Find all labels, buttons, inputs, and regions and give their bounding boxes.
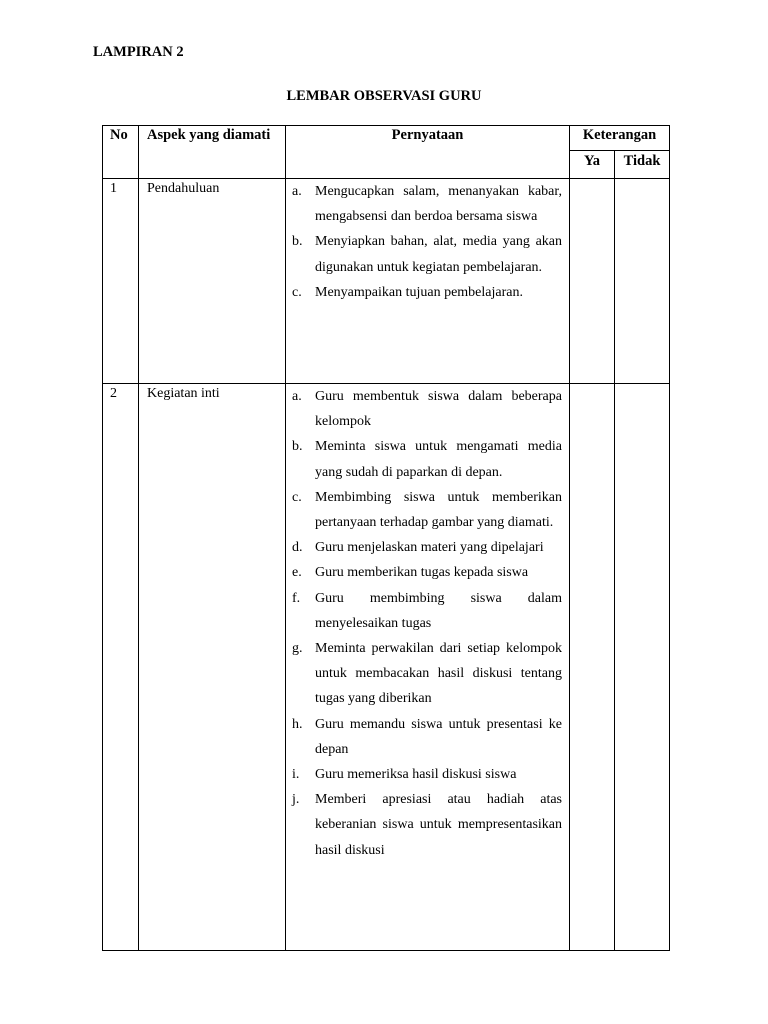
header-tidak: Tidak: [615, 151, 670, 179]
list-item: f. Guru membimbing siswa dalam menyelesaikan tugas: [292, 590, 562, 631]
statement-list: [292, 179, 562, 305]
list-item: c. Membimbing siswa untuk memberikan pertanyaan terhadap gambar yang diamati.: [292, 489, 562, 531]
row-statements: [286, 179, 570, 384]
appendix-label: LAMPIRAN 2: [93, 44, 184, 60]
header-no: No: [103, 126, 139, 179]
list-item: j. Memberi apresiasi atau hadiah atas keberanian siswa untuk mempresentasikan hasil diskusi: [292, 792, 562, 858]
list-item: d. Guru menjelaskan materi yang dipelajari: [292, 540, 544, 556]
header-keterangan: Keterangan: [570, 126, 670, 151]
list-item: b. Meminta siswa untuk mengamati media yang sudah di paparkan di depan.: [292, 439, 562, 480]
row-aspect: Pendahuluan: [139, 179, 286, 384]
list-item: b. Menyiapkan bahan, alat, media yang akan digunakan untuk kegiatan pembelajaran.: [292, 234, 562, 275]
list-item: g. Meminta perwakilan dari setiap kelompok untuk membacakan hasil diskusi tentang tugas yang diberikan: [292, 641, 562, 707]
observation-table: [102, 125, 670, 951]
header-aspek: Aspek yang diamati: [139, 126, 286, 179]
table-row: [103, 179, 670, 384]
row-statements: [286, 384, 570, 951]
checkbox-cell-ya[interactable]: [570, 179, 615, 384]
header-pernyataan: Pernyataan: [286, 126, 570, 179]
table-row: [103, 384, 670, 951]
header-ya: Ya: [570, 151, 615, 179]
row-number: 2: [103, 384, 139, 951]
list-item: a. Guru membentuk siswa dalam beberapa kelompok: [292, 389, 562, 430]
list-item: h. Guru memandu siswa untuk presentasi ke depan: [292, 716, 562, 757]
list-item: i. Guru memeriksa hasil diskusi siswa: [292, 767, 517, 783]
row-number: 1: [103, 179, 139, 384]
checkbox-cell-tidak[interactable]: [615, 384, 670, 951]
checkbox-cell-ya[interactable]: [570, 384, 615, 951]
document-title: LEMBAR OBSERVASI GURU: [286, 88, 482, 104]
checkbox-cell-tidak[interactable]: [615, 179, 670, 384]
list-item: e. Guru memberikan tugas kepada siswa: [292, 565, 529, 581]
statement-list: [292, 384, 562, 863]
list-item: c. Menyampaikan tujuan pembelajaran.: [292, 284, 523, 300]
row-aspect: Kegiatan inti: [139, 384, 286, 951]
list-item: a. Mengucapkan salam, menanyakan kabar, mengabsensi dan berdoa bersama siswa: [292, 184, 562, 225]
